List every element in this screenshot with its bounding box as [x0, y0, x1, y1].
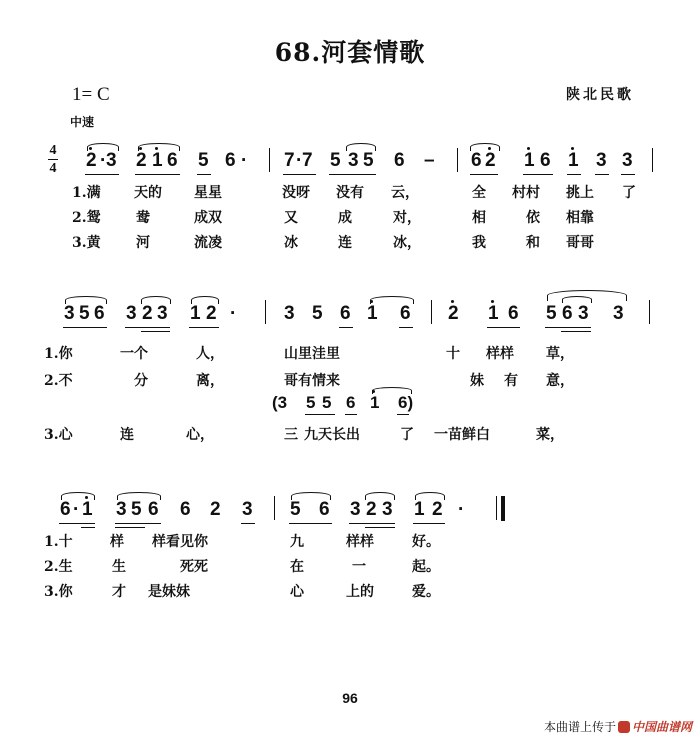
lyric: 3.心: [44, 427, 73, 443]
beam: [329, 174, 376, 175]
lyric: 2.生: [44, 559, 73, 575]
lyric: 相靠: [566, 210, 594, 226]
note: 6: [94, 303, 105, 324]
lyric: 1.十: [44, 534, 73, 550]
note-dot: ·: [296, 150, 303, 171]
lyric: 天的: [134, 185, 162, 201]
beam: [283, 174, 316, 175]
note: 3: [126, 303, 137, 324]
lyric: 村村: [512, 185, 540, 201]
lyric: 成双: [194, 210, 222, 226]
lyric: 云，: [391, 185, 419, 201]
lyric: 有: [504, 373, 518, 389]
note: 6: [508, 303, 519, 324]
footer-text: 本曲谱上传于: [543, 720, 616, 734]
slur: [365, 492, 395, 500]
note: 6: [319, 499, 330, 520]
note-dot: ·: [73, 499, 80, 520]
lyric: 人，: [196, 346, 224, 362]
lyric: 相: [472, 210, 486, 226]
beam: [339, 327, 353, 328]
octave-dot: [527, 147, 530, 150]
lyric: 九天长出: [304, 427, 360, 443]
note: 2: [142, 303, 153, 324]
beam: [135, 174, 180, 175]
slur: [87, 143, 119, 151]
lyric: 样样: [346, 534, 374, 550]
note: 1: [414, 499, 425, 520]
note: 3: [64, 303, 75, 324]
note: 5: [363, 150, 374, 171]
slur: [470, 143, 500, 151]
note: 6: [180, 499, 191, 520]
slur: [141, 296, 171, 304]
lyric: 样: [110, 534, 124, 550]
variant-note: 5: [306, 393, 316, 412]
beam: [595, 174, 609, 175]
lyric: 才: [112, 584, 126, 600]
beam: [365, 527, 395, 528]
slur: [138, 143, 180, 151]
lyric: 河: [136, 235, 150, 251]
variant-note: 6): [398, 393, 414, 412]
note: 7: [302, 150, 313, 171]
barline: [649, 300, 650, 324]
beam: [621, 174, 635, 175]
barline: [431, 300, 432, 324]
note: 5: [131, 499, 142, 520]
lyric: 好。: [412, 534, 440, 550]
note: 2: [432, 499, 443, 520]
lyric: 流凌: [194, 235, 222, 251]
lyric: 上的: [346, 584, 374, 600]
note: 6: [400, 303, 411, 324]
beam: [125, 327, 170, 328]
lyric: 我: [472, 235, 486, 251]
lyric: 哥哥: [566, 235, 594, 251]
footer-watermark[interactable]: [544, 718, 692, 735]
barline: [269, 148, 270, 172]
tempo-marking: 中速: [70, 115, 95, 129]
note: 2: [485, 150, 496, 171]
beam: [545, 327, 591, 328]
note: 2: [206, 303, 217, 324]
beam: [115, 523, 161, 524]
final-barline-thin: [496, 496, 497, 520]
lyric: 1.你: [44, 346, 73, 362]
lyric: 山里洼里: [284, 346, 340, 362]
page-title: 68.河套情歌: [274, 38, 426, 67]
octave-dot: [451, 300, 454, 303]
lyric: 哥有情来: [284, 373, 340, 389]
note: 1: [367, 303, 378, 324]
note: 3: [284, 303, 295, 324]
lyric: 九: [290, 534, 304, 550]
note: 3: [596, 150, 607, 171]
barline: [457, 148, 458, 172]
beam: [59, 523, 95, 524]
note: 6: [60, 499, 71, 520]
slur: [370, 296, 414, 304]
final-barline-thick: [501, 496, 505, 521]
octave-dot: [571, 147, 574, 150]
note: 3: [613, 303, 624, 324]
beam: [397, 414, 409, 415]
lyric: 鸯: [136, 210, 150, 226]
composer-label: 陕北民歌: [566, 87, 634, 103]
site-logo-icon: [618, 721, 630, 733]
note: 6: [148, 499, 159, 520]
lyric: 全: [472, 185, 486, 201]
lyric: 在: [290, 559, 304, 575]
note: 6: [471, 150, 482, 171]
lyric: 了: [622, 185, 636, 201]
note-dot: ·: [458, 499, 465, 520]
lyric: 爱。: [412, 584, 440, 600]
note: 3: [106, 150, 117, 171]
lyric: 星星: [194, 185, 222, 201]
note: 6: [540, 150, 551, 171]
note: 1: [568, 150, 579, 171]
slur: [562, 296, 592, 303]
note: 5: [290, 499, 301, 520]
lyric: 一个: [120, 346, 148, 362]
lyric: 3.黄: [72, 235, 101, 251]
lyric: 三: [284, 427, 298, 443]
lyric: 没呀: [282, 185, 310, 201]
beam: [349, 523, 395, 524]
lyric: 2.鸳: [72, 210, 101, 226]
beam: [345, 414, 357, 415]
beam: [523, 174, 553, 175]
time-signature: [48, 143, 58, 176]
note: 5: [198, 150, 209, 171]
lyric: 样看见你: [152, 534, 208, 550]
note: 6: [340, 303, 351, 324]
note: 3: [382, 499, 393, 520]
lyric: 妹: [470, 373, 484, 389]
lyric: 了: [400, 427, 414, 443]
note-dot: ·: [100, 150, 107, 171]
note: 3: [350, 499, 361, 520]
beam: [85, 174, 119, 175]
lyric: 是妹妹: [148, 584, 190, 600]
beam: [189, 327, 219, 328]
lyric: 生: [112, 559, 126, 575]
note: 1: [524, 150, 535, 171]
note: 5: [312, 303, 323, 324]
lyric: 和: [526, 235, 540, 251]
note: 5: [79, 303, 90, 324]
note: 3: [348, 150, 359, 171]
lyric: 依: [526, 210, 540, 226]
note: 1: [152, 150, 163, 171]
lyric: 又: [284, 210, 298, 226]
lyric: 心，: [186, 427, 214, 443]
lyric: 死死: [180, 559, 208, 575]
note: ·: [241, 150, 248, 171]
lyric: 没有: [336, 185, 364, 201]
variant-note: 5: [322, 393, 332, 412]
beam: [141, 331, 170, 332]
variant-note: (3: [272, 393, 288, 412]
note: 3: [578, 303, 589, 324]
lyric: 意，: [546, 373, 574, 389]
note: 5: [546, 303, 557, 324]
barline: [652, 148, 653, 172]
note: 2: [136, 150, 147, 171]
beam: [413, 523, 445, 524]
lyric: 成: [338, 210, 352, 226]
beam: [305, 414, 335, 415]
page-number: 96: [342, 690, 358, 706]
barline: [274, 496, 275, 520]
note: 1: [190, 303, 201, 324]
note: 2: [366, 499, 377, 520]
note: 2: [448, 303, 459, 324]
lyric: 十: [446, 346, 460, 362]
slur: [372, 387, 412, 394]
lyric: 连: [338, 235, 352, 251]
lyric: 心: [290, 584, 304, 600]
lyric: 挑上: [566, 185, 594, 201]
lyric: 分: [134, 373, 148, 389]
time-signature-top: 4: [49, 143, 57, 158]
note: ·: [230, 303, 237, 324]
beam: [487, 327, 520, 328]
note: 3: [622, 150, 633, 171]
note: 6: [167, 150, 178, 171]
beam: [197, 174, 211, 175]
note: 1: [82, 499, 93, 520]
lyric: 起。: [412, 559, 440, 575]
footer-brand-link[interactable]: 中国曲谱网: [631, 720, 692, 734]
variant-note: 6: [346, 393, 356, 412]
slur: [415, 492, 445, 500]
note: 6: [225, 150, 236, 171]
slur: [291, 492, 331, 500]
note: –: [424, 150, 435, 171]
lyric: 冰: [284, 235, 298, 251]
lyric: 一: [352, 559, 366, 575]
note: 5: [330, 150, 341, 171]
note: 2: [86, 150, 97, 171]
slur: [65, 296, 107, 304]
beam: [470, 174, 498, 175]
lyric: 连: [120, 427, 134, 443]
beam: [63, 327, 107, 328]
note: 3: [116, 499, 127, 520]
slur: [61, 492, 95, 500]
note: 3: [157, 303, 168, 324]
note: 7: [284, 150, 295, 171]
note: 6: [394, 150, 405, 171]
beam: [399, 327, 413, 328]
beam: [115, 527, 145, 528]
lyric: 冰，: [393, 235, 421, 251]
lyric: 2.不: [44, 373, 73, 389]
lyric: 样样: [486, 346, 514, 362]
note: 1: [488, 303, 499, 324]
beam: [561, 331, 591, 332]
key-signature: 1= C: [72, 84, 110, 105]
slur: [117, 492, 161, 500]
slur: [346, 143, 376, 151]
octave-dot: [491, 300, 494, 303]
lyric: 1.满: [72, 185, 101, 201]
lyric: 草，: [546, 346, 574, 362]
time-signature-bottom: 4: [49, 161, 57, 176]
beam: [241, 523, 255, 524]
variant-note: 1: [370, 393, 380, 412]
slur: [191, 296, 219, 304]
beam: [81, 527, 95, 528]
note: 3: [242, 499, 253, 520]
lyric: 离，: [196, 373, 224, 389]
beam: [289, 523, 332, 524]
lyric: 一苗鲜白: [434, 427, 490, 443]
lyric: 菜，: [536, 427, 564, 443]
lyric: 3.你: [44, 584, 73, 600]
lyric: 对，: [393, 210, 421, 226]
barline: [265, 300, 266, 324]
note: 6: [562, 303, 573, 324]
beam: [567, 174, 581, 175]
note: 2: [210, 499, 221, 520]
